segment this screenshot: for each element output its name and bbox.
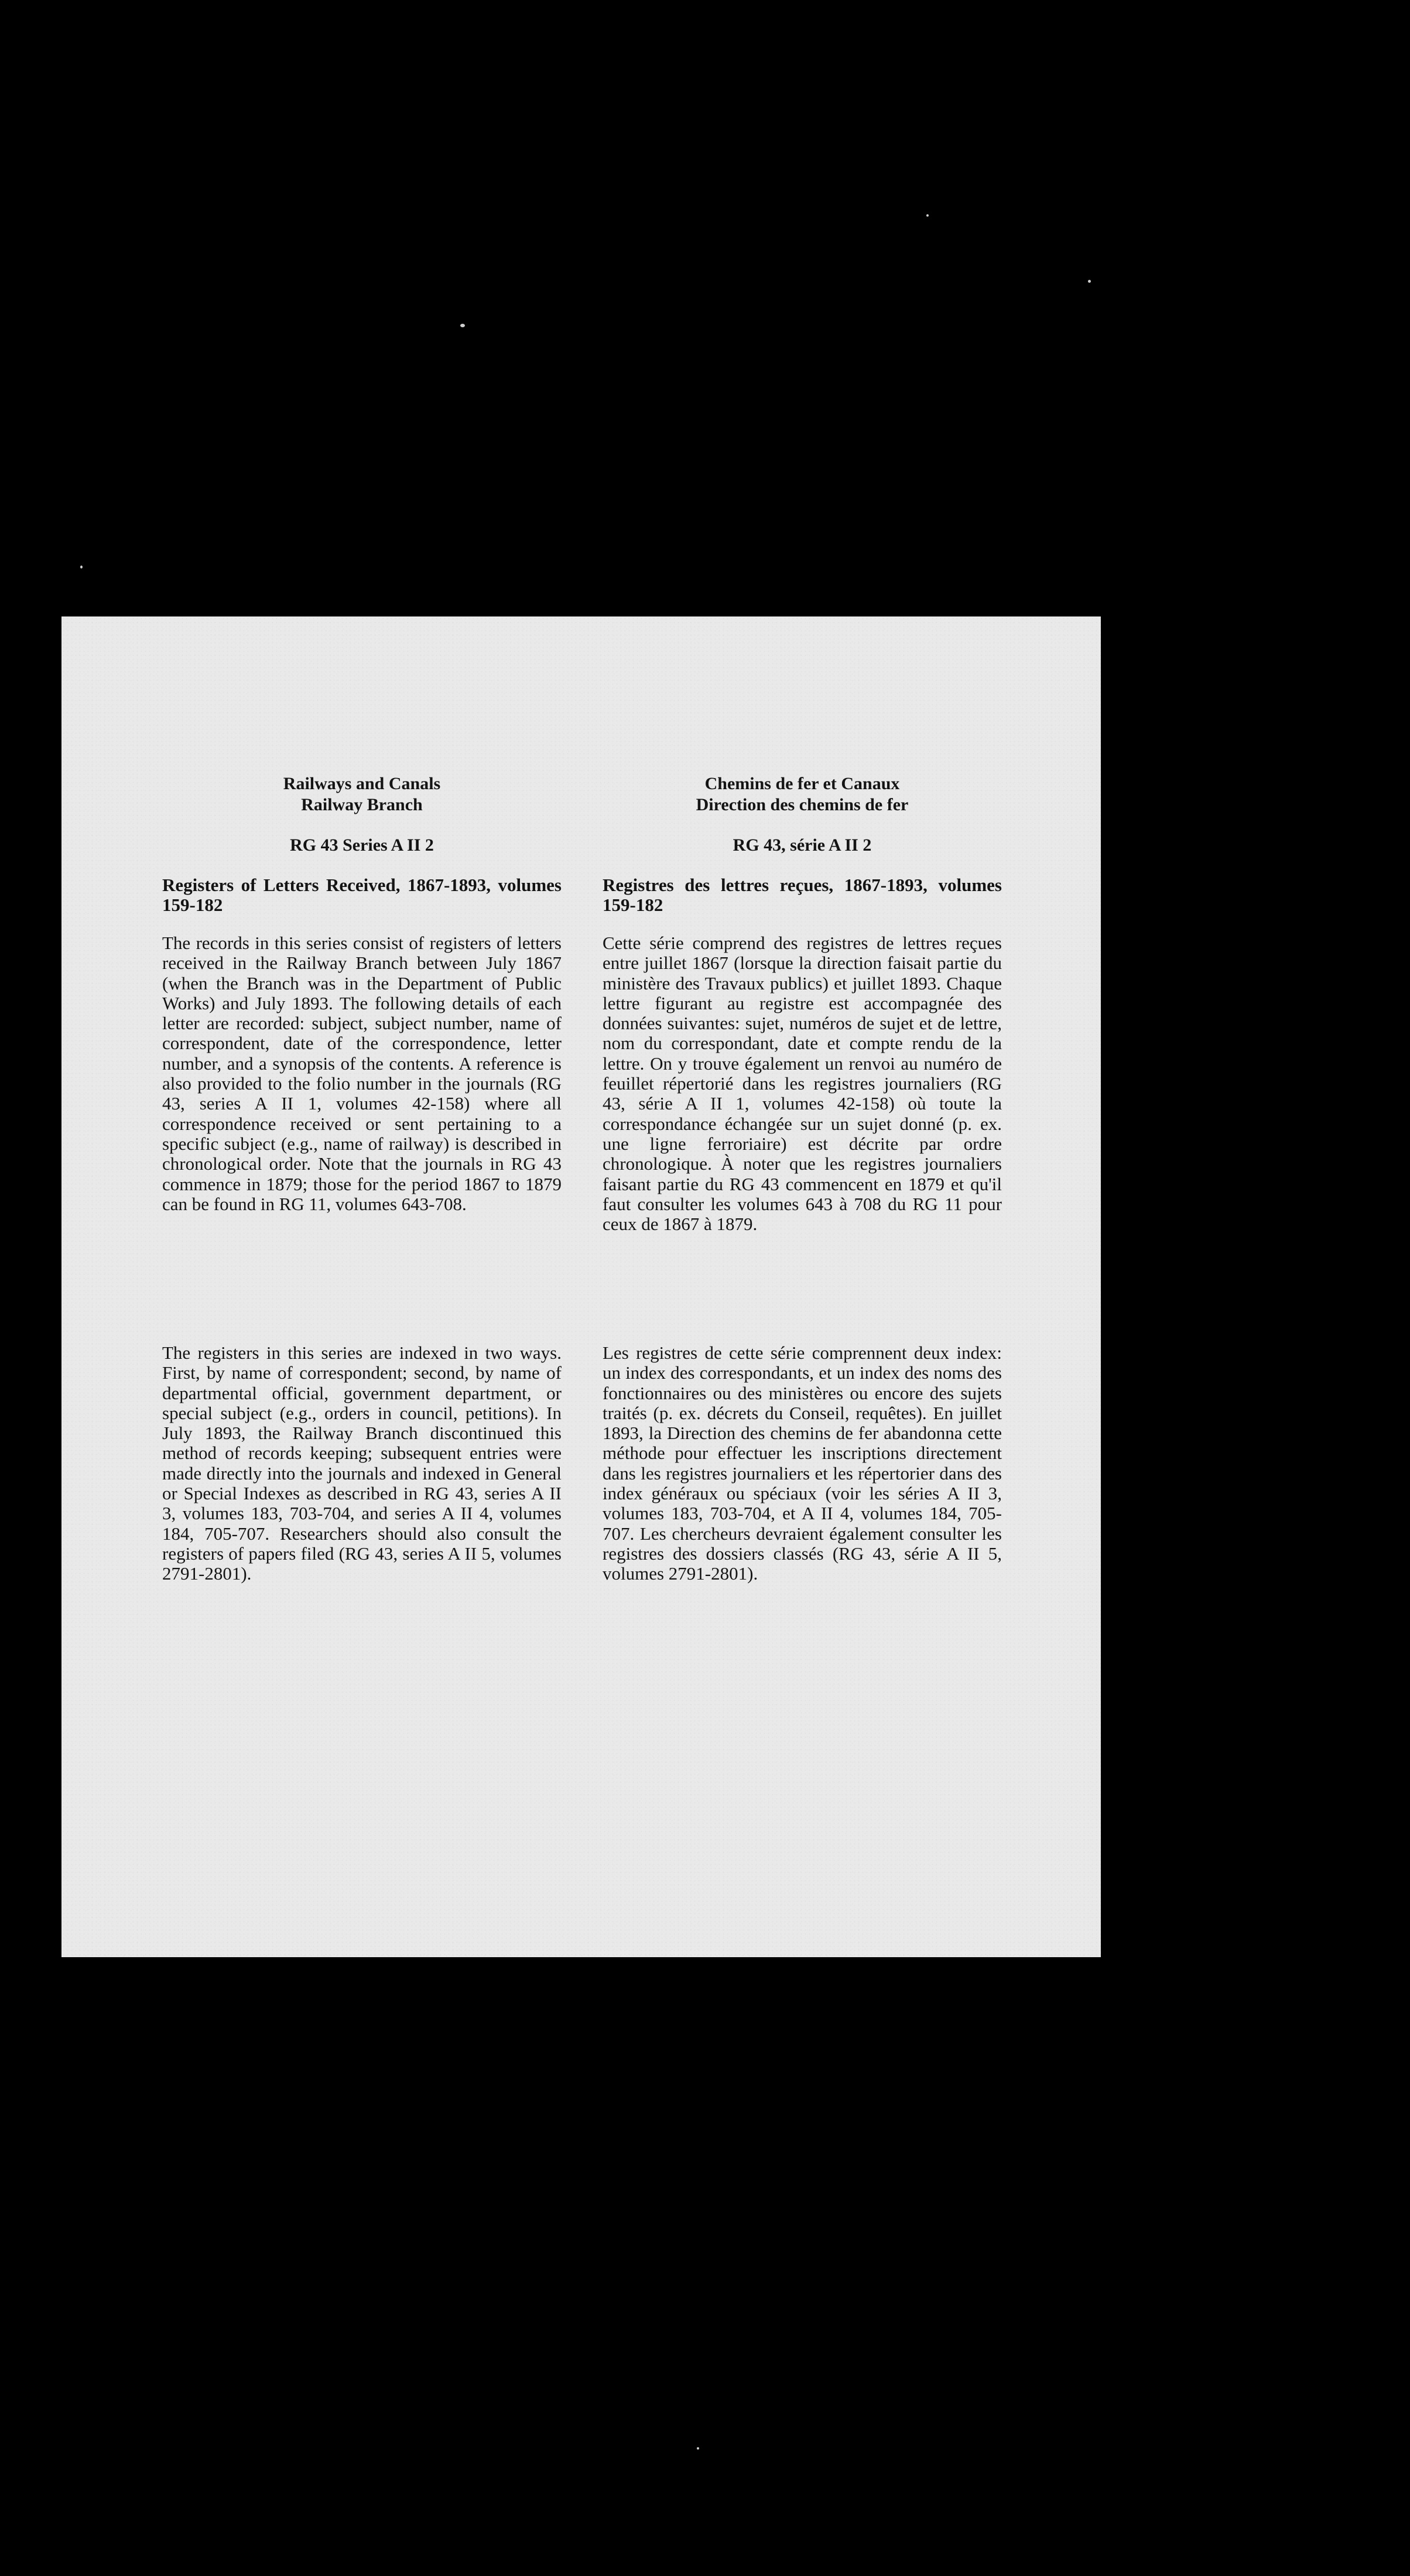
scanned-page (61, 616, 1101, 1957)
english-heading-line1: Railways and Canals (283, 774, 441, 793)
english-paragraph-2: The registers in this series are indexed in two ways. First, by name of correspondent; second, by name of departmental official, government department, or special subject (e.g., orders in council, petitions). In July 1893, the Railway Branch discontinued this method of records keeping; subsequent entries were made directly into the journals and indexed in General or Special Indexes as described in RG 43, series A II 3, volumes 183, 703-704, and series A II 4, volumes 184, 705-707. Researchers should also consult the registers of papers filed (RG 43, series A II 5, volumes 2791-2801). (162, 1342, 562, 1584)
dust-speck (697, 2447, 699, 2450)
english-paragraph-1: The records in this series consist of registers of letters received in the Railway Branch between July 1867 (when the Branch was in the Department of Public Works) and July 1893. The following details of each letter are recorded: subject, subject number, name of correspondent, date of the correspondence, letter number, and a synopsis of the contents. A reference is also provided to the folio number in the journals (RG 43, series A II 1, volumes 42-158) where all correspondence received or sent pertaining to a specific subject (e.g., name of railway) is described in chronological order. Note that the journals in RG 43 commence in 1879; those for the period 1867 to 1879 can be found in RG 11, volumes 643-708. (162, 933, 562, 1214)
english-series-label: RG 43 Series A II 2 (290, 835, 434, 855)
dust-speck (926, 214, 929, 217)
french-paragraph-2: Les registres de cette série comprennent deux index: un index des correspondants, et un index des noms des fonctionnaires ou des ministères ou encore des sujets traités (p. ex. décrets du Conseil, requêtes). En juillet 1893, la Direction des chemins de fer abandonna cette méthode pour effectuer les inscriptions directement dans les registres journaliers et les répertorier dans des index généraux ou spéciaux (voir les séries A II 3, volumes 183, 703-704, et A II 4, volumes 184, 705-707. Les chercheurs devraient également consulter les registres des dossiers classés (RG 43, série A II 5, volumes 2791-2801). (603, 1342, 1002, 1584)
english-title: Registers of Letters Received, 1867-1893, volumes 159-182 (162, 875, 562, 915)
french-heading-line1: Chemins de fer et Canaux (704, 774, 900, 793)
french-paragraph-1: Cette série comprend des registres de lettres reçues entre juillet 1867 (lorsque la direction faisait partie du ministère des Travaux publics) et juillet 1893. Chaque lettre figurant au registre est accompagnée des données suivantes: sujet, numéros de sujet et de lettre, nom du correspondant, date et compte rendu de la lettre. On y trouve également un renvoi au numéro de feuillet répertorié dans les registres journaliers (RG 43, série A II 1, volumes 42-158) où toute la correspondance échangée sur un sujet donné (p. ex. une ligne ferroriaire) est décrite par ordre chronologique. À noter que les registres journaliers faisant partie du RG 43 commencent en 1879 et qu'il faut consulter les volumes 643 à 708 du RG 11 pour ceux de 1867 à 1879. (603, 933, 1002, 1235)
english-heading-line2: Railway Branch (301, 795, 423, 814)
french-heading-line2: Direction des chemins de fer (696, 795, 909, 814)
french-title: Registres des lettres reçues, 1867-1893, volumes 159-182 (603, 875, 1002, 915)
dust-speck (80, 566, 83, 568)
dust-speck (1088, 280, 1091, 283)
dust-speck (460, 324, 465, 327)
french-series-label: RG 43, série A II 2 (733, 835, 872, 855)
